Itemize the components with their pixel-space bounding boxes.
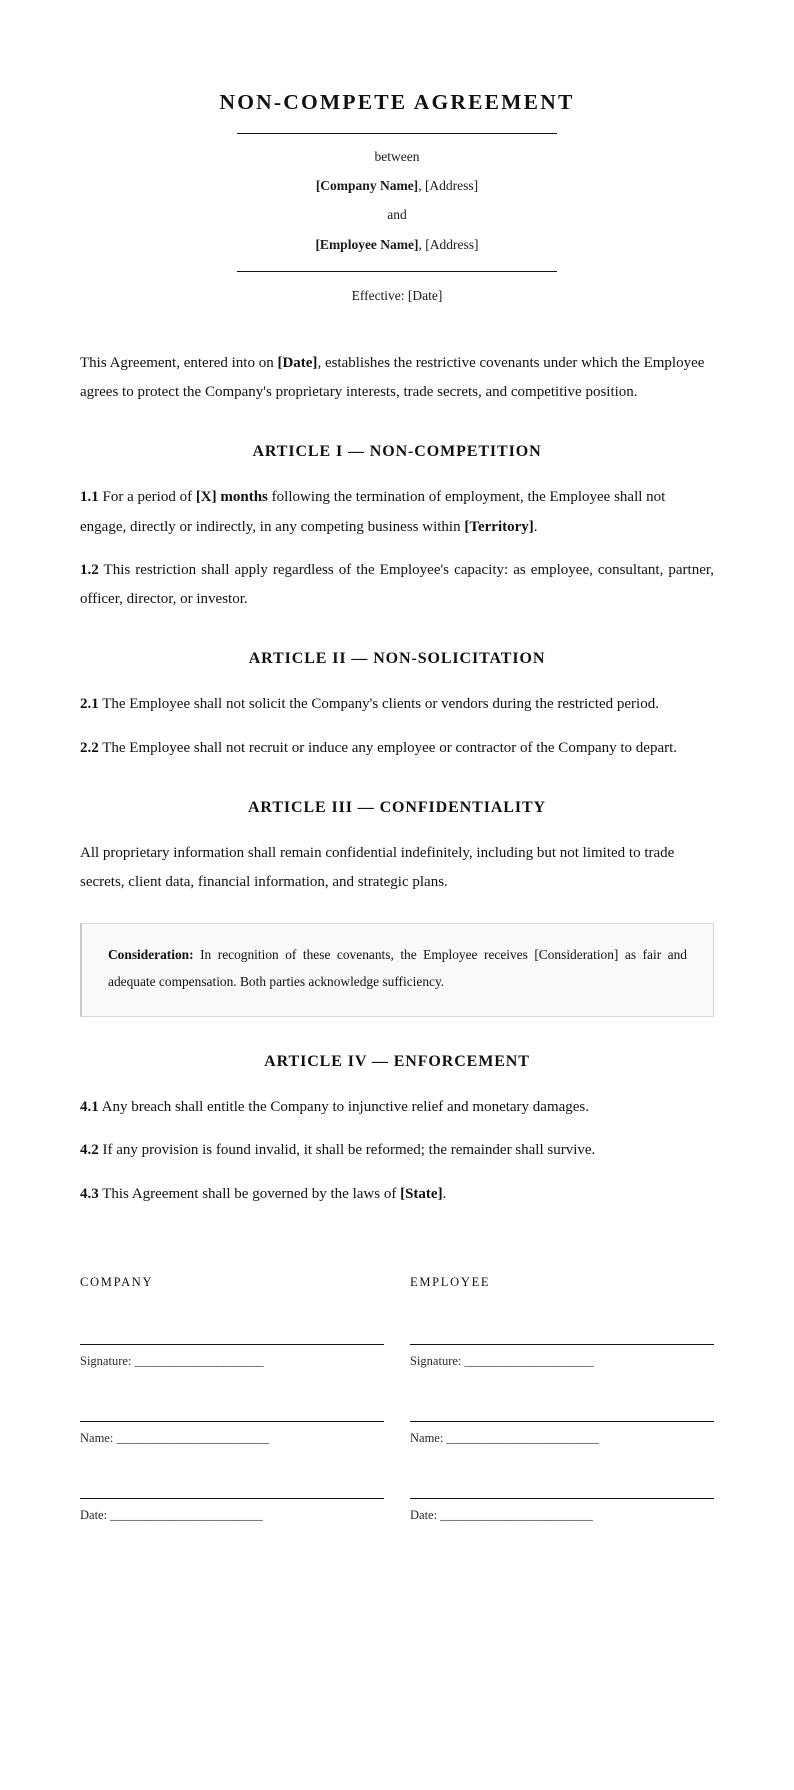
parties-block [80,148,714,254]
company-signature-field[interactable] [80,1354,384,1369]
header-divider-top [237,133,557,134]
employee-name-field[interactable] [410,1431,714,1446]
company-signature-rule [80,1344,384,1345]
company-date-label: Date: [80,1507,111,1522]
between-label: between [374,149,420,164]
page-title: NON-COMPETE AGREEMENT [219,90,575,114]
employee-signature-field[interactable] [410,1354,714,1369]
clause-1-1-text-2: following the termination of employment, the Employee shall not engage, directly or indirectly, in any competing business within [80,489,666,535]
signature-column-company [80,1275,384,1523]
employee-name-label: Name: [410,1430,447,1445]
clause-2-2 [80,734,714,763]
consideration-label: Consideration: [108,947,194,963]
company-signature-blank: ______________________ [134,1353,264,1368]
clause-1-2-number: 1.2 [80,561,99,578]
employee-signature-blank: ______________________ [464,1353,594,1368]
effective-date: Effective: [Date] [351,287,443,303]
company-name-label: Name: [80,1430,117,1445]
company-address-placeholder: , [Address] [418,178,479,194]
confidentiality-paragraph: All proprietary information shall remain confidential indefinitely, including but not limited to trade secrets, client data, financial information, and strategic plans. [80,844,675,891]
company-name-blank: __________________________ [116,1430,269,1445]
article-heading-three: ARTICLE III — CONFIDENTIALITY [247,798,547,816]
employee-name-placeholder: [Employee Name] [315,236,419,252]
article-heading-one: ARTICLE I — NON-COMPETITION [252,443,542,461]
clause-2-2-text: The Employee shall not recruit or induce any employee or contractor of the Company to depart. [98,739,678,756]
employee-name-rule [410,1421,714,1422]
clause-4-3-text-2: . [442,1185,447,1202]
article-heading-two: ARTICLE II — NON-SOLICITATION [248,650,546,668]
article-heading-four: ARTICLE IV — ENFORCEMENT [264,1053,530,1070]
clause-1-2-text: This restriction shall apply regardless of the Employee's capacity: as employee, consultant, partner, officer, director, or investor. [80,561,714,608]
clause-4-3 [80,1180,714,1209]
clause-4-1 [80,1093,714,1122]
clause-1-1 [80,483,714,542]
clause-1-2 [80,556,714,615]
employee-date-rule [410,1498,714,1499]
clause-2-1 [80,690,714,719]
clause-1-1-text-3: . [533,518,538,535]
clause-2-2-number: 2.2 [80,739,99,756]
intro-paragraph [80,349,714,408]
employee-address-placeholder: , [Address] [418,236,479,252]
company-signature-label: Signature: [80,1353,135,1368]
clause-2-1-number: 2.1 [80,696,99,713]
clause-4-2-text: If any provision is found invalid, it shall be reformed; the remainder shall survive. [98,1142,596,1159]
employee-date-field[interactable] [410,1508,714,1523]
employee-date-blank: __________________________ [440,1507,593,1522]
employee-date-label: Date: [410,1507,441,1522]
company-date-field[interactable] [80,1508,384,1523]
company-name-rule [80,1421,384,1422]
company-name-placeholder: [Company Name] [315,178,419,194]
clause-4-3-text-1: This Agreement shall be governed by the laws of [98,1185,401,1202]
territory-placeholder: [Territory] [464,518,534,535]
state-placeholder: [State] [400,1185,443,1202]
employee-party-heading: EMPLOYEE [410,1274,491,1289]
header-divider-bottom [237,271,557,272]
clause-1-1-text-1: For a period of [98,489,196,506]
consideration-callout-text [108,942,687,996]
intro-date-placeholder: [Date] [277,354,318,371]
clause-4-1-text: Any breach shall entitle the Company to injunctive relief and monetary damages. [98,1099,590,1115]
consideration-text: In recognition of these covenants, the Employee receives [Consideration] as fair and adequate compensation. Both parties acknowledge sufficiency. [108,947,687,990]
company-party-line [80,177,714,195]
company-date-blank: __________________________ [110,1507,263,1522]
company-party-heading: COMPANY [80,1274,154,1289]
signature-column-employee [410,1275,714,1523]
company-name-field[interactable] [80,1431,384,1446]
clause-4-2 [80,1136,714,1165]
clause-4-3-number: 4.3 [80,1185,99,1202]
clause-1-1-number: 1.1 [80,489,99,506]
employee-party-line [80,236,714,254]
months-placeholder: [X] months [195,489,268,506]
clause-4-2-number: 4.2 [80,1142,99,1159]
intro-text-after: , establishes the restrictive covenants under which the Employee agrees to protect the Company's proprietary interests, trade secrets, and competitive position. [80,354,705,401]
signature-block [80,1275,714,1523]
employee-signature-rule [410,1344,714,1345]
employee-name-blank: __________________________ [446,1430,599,1445]
clause-2-1-text: The Employee shall not solicit the Company's clients or vendors during the restricted period. [98,696,659,713]
company-date-rule [80,1498,384,1499]
intro-text-before: This Agreement, entered into on [80,354,278,371]
consideration-callout [80,923,714,1017]
clause-4-1-number: 4.1 [80,1099,99,1115]
and-label: and [387,207,407,223]
employee-signature-label: Signature: [410,1353,465,1368]
